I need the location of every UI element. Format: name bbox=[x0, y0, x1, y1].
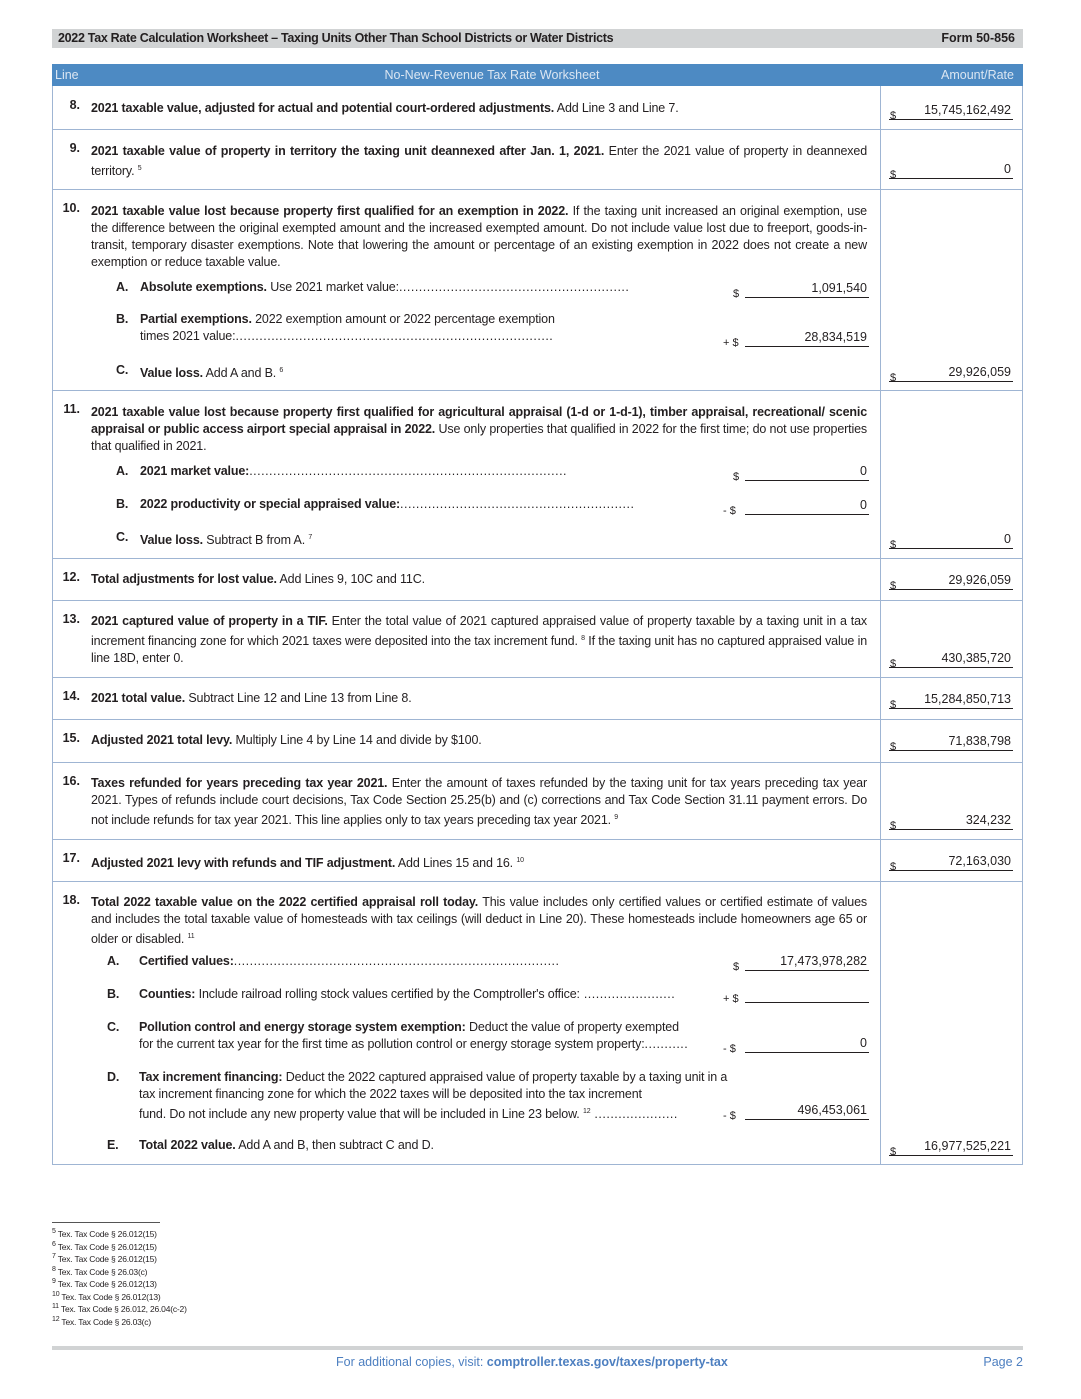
amount-field[interactable] bbox=[889, 103, 1013, 120]
line-heading: Total 2022 taxable value on the 2022 certified appraisal roll today. bbox=[91, 895, 479, 909]
sub-heading: 2022 productivity or special appraised value: bbox=[140, 497, 401, 511]
amount-value: 0 bbox=[860, 1036, 867, 1050]
line-heading: 2021 total value. bbox=[91, 691, 186, 705]
amount-value: 29,926,059 bbox=[948, 365, 1011, 379]
line-heading: 2021 taxable value of property in territory the taxing unit deannexed after Jan. 1, 2021. bbox=[91, 144, 605, 158]
sub-instructions: Subtract B from A. bbox=[202, 533, 306, 548]
footnote: $^9$ Tex. Tax Code § 26.012(13) bbox=[52, 1278, 157, 1289]
footnote: $^{11}$ Tex. Tax Code § 26.012, 26.04(c-2) bbox=[52, 1303, 187, 1314]
column-amount: Amount/Rate bbox=[941, 68, 1014, 82]
sub-instructions: Add A and B, then subtract C and D. bbox=[235, 1138, 434, 1152]
footer-link[interactable]: comptroller.texas.gov/taxes/property-tax bbox=[486, 1355, 728, 1369]
line-number: 18. bbox=[62, 893, 80, 907]
line-description bbox=[91, 775, 867, 829]
sub-heading: Tax increment financing: bbox=[139, 1070, 283, 1084]
dollar-sign: $ bbox=[890, 110, 897, 122]
footnote: $^6$ Tex. Tax Code § 26.012(15) bbox=[52, 1240, 157, 1252]
sub-letter: A. bbox=[107, 954, 120, 968]
worksheet-table bbox=[52, 86, 1023, 1165]
line-heading: 2021 taxable value, adjusted for actual and potential court-ordered adjustments. bbox=[91, 101, 555, 115]
line-17 bbox=[53, 839, 1022, 882]
sub-amount-field[interactable] bbox=[723, 330, 869, 349]
footnote: $^5$ Tex. Tax Code § 26.012(15) bbox=[52, 1228, 157, 1239]
footnote-ref: 8 bbox=[581, 635, 585, 642]
line-number: 14. bbox=[62, 689, 80, 703]
sub-text bbox=[140, 362, 730, 382]
sub-amount-field[interactable] bbox=[723, 1103, 869, 1122]
dollar-sign: $ bbox=[890, 820, 897, 832]
line-description bbox=[91, 571, 867, 588]
footnote: $^7$ Tex. Tax Code § 26.012(15) bbox=[52, 1253, 157, 1264]
amount-value: 29,926,059 bbox=[948, 573, 1011, 587]
leader-dots: ........................................................... bbox=[400, 497, 635, 511]
sub-letter: B. bbox=[107, 987, 120, 1001]
sub-instructions: Include railroad rolling stock values certified by the Comptroller's office: bbox=[195, 987, 580, 1001]
footer-copies bbox=[336, 1355, 728, 1369]
footnote-ref: 7 bbox=[308, 534, 313, 541]
line-10 bbox=[53, 189, 1022, 391]
footnote: $^{12}$ Tex. Tax Code § 26.03(c) bbox=[52, 1315, 151, 1327]
footnote: $^{10}$ Tex. Tax Code § 26.012(13) bbox=[52, 1290, 161, 1302]
line-number: 11. bbox=[63, 402, 80, 416]
sub-text bbox=[140, 279, 730, 296]
line-number: 8. bbox=[69, 98, 80, 112]
amount-value: 0 bbox=[1004, 162, 1011, 176]
sub-text bbox=[140, 463, 730, 480]
amount-value: 71,838,798 bbox=[948, 734, 1011, 748]
line-instructions: If the taxing unit increased an original exemption, use the difference between the original exempted amount and the increased exempted amount. Do not include value lost due to freeport, goods-in-transit, temporary disaster exemptions. Note that lowering the amount or percentage of an existing exemption in 2022 does not create a new exemption or reduce taxable value. bbox=[91, 204, 867, 269]
dollar-sign: $ bbox=[890, 741, 897, 753]
line-18e bbox=[107, 1137, 707, 1157]
amount-value: 16,977,525,221 bbox=[924, 1139, 1011, 1153]
column-title: No-New-Revenue Tax Rate Worksheet bbox=[384, 68, 600, 82]
line-instructions: Add Lines 9, 10C and 11C. bbox=[276, 572, 425, 586]
footer-prefix: For additional copies, visit: bbox=[336, 1355, 487, 1369]
line-instructions: This value includes only certified values or certified estimate of values and includes the total taxable value of homesteads with tax ceilings (will deduct in Line 20). These homesteads include homeowners age 65 or older or disabled. bbox=[91, 895, 867, 947]
line-9 bbox=[53, 129, 1022, 190]
sub-text bbox=[139, 986, 729, 1003]
line-number: 9. bbox=[69, 141, 80, 155]
sub-instructions: Add A and B. bbox=[202, 366, 277, 381]
line-heading: 2021 taxable value lost because property first qualified for an exemption in 2022. bbox=[91, 204, 569, 218]
line-description bbox=[91, 100, 867, 117]
sub-instructions: Deduct the 2022 captured appraised value of property taxable by a taxing unit in a tax increment financing zone for which the 2022 taxes will be deposited into the tax increment bbox=[139, 1070, 728, 1101]
line-12 bbox=[53, 558, 1022, 601]
amount-value: 72,163,030 bbox=[948, 854, 1011, 868]
amount-field[interactable] bbox=[889, 734, 1013, 751]
leader-dots: ..................... bbox=[590, 1107, 678, 1122]
line-instructions: Use only properties that qualified in 2022 for the first time; do not use properties that qualified in 2021. bbox=[91, 422, 867, 453]
line-description bbox=[91, 203, 867, 271]
amount-field[interactable] bbox=[889, 573, 1013, 590]
sub-heading: Value loss. bbox=[140, 533, 203, 548]
sub-heading: Certified values: bbox=[139, 954, 234, 968]
sub-letter: A. bbox=[116, 280, 129, 294]
line-description bbox=[91, 894, 867, 948]
line-heading: 2021 captured value of property in a TIF. bbox=[91, 614, 328, 628]
line-instructions: Enter the total value of 2021 captured appraised value of property taxable by a taxing unit in a tax increment financing zone for which 2021 taxes were deposited into the tax increment fund. bbox=[91, 614, 867, 649]
sign: - $ bbox=[723, 1043, 736, 1055]
amount-value: 0 bbox=[860, 464, 867, 478]
line-number: 13. bbox=[62, 612, 80, 626]
sub-letter: B. bbox=[116, 312, 129, 326]
line-heading: Adjusted 2021 levy with refunds and TIF adjustment. bbox=[91, 856, 396, 871]
footnote-ref: 11 bbox=[187, 933, 195, 940]
amount-field[interactable] bbox=[889, 532, 1013, 549]
line-14 bbox=[53, 677, 1022, 720]
amount-field[interactable] bbox=[889, 854, 1013, 871]
leader-dots: ....................... bbox=[579, 987, 676, 1001]
line-description bbox=[91, 852, 867, 872]
dollar-sign: $ bbox=[890, 372, 897, 384]
dollar-sign: $ bbox=[890, 861, 897, 873]
line-description bbox=[91, 690, 867, 707]
line-heading: Total adjustments for lost value. bbox=[91, 572, 277, 586]
form-number: Form 50-856 bbox=[941, 31, 1015, 45]
sub-amount-field[interactable] bbox=[733, 464, 869, 483]
sub-instructions-2: fund. Do not include any new property value that will be included in Line 23 below. bbox=[139, 1107, 580, 1122]
line-instructions-2: If the taxing unit has no captured appraised value in line 18D, enter 0. bbox=[91, 634, 867, 666]
sub-text bbox=[139, 1137, 729, 1154]
sub-instructions: 2022 exemption amount or 2022 percentage exemption bbox=[251, 312, 555, 326]
dollar-sign: $ bbox=[890, 539, 897, 551]
line-instructions: Multiply Line 4 by Line 14 and divide by $100. bbox=[232, 733, 482, 747]
footer-rule bbox=[52, 1346, 1023, 1350]
leader-dots: .................................................................................. bbox=[233, 954, 560, 968]
amount-value: 496,453,061 bbox=[797, 1103, 867, 1117]
line-11c bbox=[116, 529, 716, 549]
line-description bbox=[91, 613, 867, 667]
line-instructions: Add Lines 15 and 16. bbox=[395, 856, 514, 871]
page-number: Page 2 bbox=[983, 1355, 1023, 1369]
line-instructions: Subtract Line 12 and Line 13 from Line 8. bbox=[185, 691, 412, 705]
sub-amount-field[interactable] bbox=[733, 954, 869, 973]
table-header bbox=[52, 64, 1023, 86]
sub-text bbox=[139, 1069, 739, 1123]
sub-letter: C. bbox=[116, 363, 129, 377]
line-10c bbox=[116, 362, 716, 382]
footnote-ref: 6 bbox=[279, 367, 284, 374]
sub-letter: C. bbox=[107, 1020, 120, 1034]
sub-letter: E. bbox=[107, 1138, 119, 1152]
dollar-sign: $ bbox=[890, 658, 897, 670]
sub-text bbox=[140, 529, 730, 549]
sub-text bbox=[140, 311, 730, 345]
sub-text bbox=[140, 496, 730, 513]
sub-heading: Absolute exemptions. bbox=[140, 280, 267, 294]
line-18 bbox=[53, 881, 1022, 1164]
sub-instructions: Use 2021 market value: bbox=[266, 280, 399, 294]
column-line: Line bbox=[55, 68, 79, 82]
dollar-sign: $ bbox=[890, 169, 897, 181]
sub-amount-field[interactable] bbox=[723, 498, 869, 517]
dollar-sign: $ bbox=[890, 699, 897, 711]
line-number: 15. bbox=[62, 731, 80, 745]
footnote-ref: 9 bbox=[614, 814, 619, 821]
sub-letter: C. bbox=[116, 530, 129, 544]
amount-value: 15,284,850,713 bbox=[924, 692, 1011, 706]
sub-amount-field[interactable] bbox=[733, 281, 869, 300]
dollar-sign: $ bbox=[890, 1146, 897, 1158]
line-13 bbox=[53, 600, 1022, 678]
leader-dots: ........... bbox=[644, 1037, 689, 1051]
sub-amount-field[interactable] bbox=[723, 986, 869, 1005]
amount-value: 17,473,978,282 bbox=[780, 954, 867, 968]
footnote: $^8$ Tex. Tax Code § 26.03(c) bbox=[52, 1265, 148, 1277]
sub-heading: Counties: bbox=[139, 987, 196, 1001]
sign: $ bbox=[733, 961, 740, 973]
sign: - $ bbox=[723, 505, 736, 517]
line-instructions: Enter the 2021 value of property in deannexed territory. bbox=[91, 144, 867, 179]
sub-text bbox=[139, 953, 729, 970]
sign: + $ bbox=[723, 337, 739, 349]
amount-value: 0 bbox=[1004, 532, 1011, 546]
amount-value: 28,834,519 bbox=[804, 330, 867, 344]
sub-amount-field[interactable] bbox=[723, 1036, 869, 1055]
sub-heading: Pollution control and energy storage system exemption: bbox=[139, 1020, 466, 1034]
sub-heading: Total 2022 value. bbox=[139, 1138, 236, 1152]
line-15 bbox=[53, 719, 1022, 763]
amount-field[interactable] bbox=[889, 813, 1013, 830]
sub-letter: D. bbox=[107, 1070, 120, 1084]
line-heading: Taxes refunded for years preceding tax year 2021. bbox=[91, 776, 388, 790]
line-heading: 2021 taxable value lost because property first qualified for agricultural appraisal (1-d or 1-d-1), timber appraisal, recreational/ scenic appraisal or public access airport special appraisal in 2022. bbox=[91, 405, 867, 436]
line-description bbox=[91, 404, 867, 455]
amount-value: 15,745,162,492 bbox=[924, 103, 1011, 117]
leader-dots: .......................................................... bbox=[398, 280, 630, 294]
sub-instructions: Deduct the value of property exempted bbox=[465, 1020, 679, 1034]
footnote-ref: 5 bbox=[137, 165, 142, 172]
sign: - $ bbox=[723, 1110, 736, 1122]
footnote-rule bbox=[52, 1222, 160, 1223]
line-description bbox=[91, 143, 867, 180]
dollar-sign: $ bbox=[890, 580, 897, 592]
leader-dots: ................................................................................ bbox=[235, 329, 554, 343]
sign: $ bbox=[733, 288, 740, 300]
footnote-ref: 12 bbox=[582, 1108, 591, 1115]
amount-field[interactable] bbox=[889, 1139, 1013, 1156]
line-number: 10. bbox=[62, 201, 80, 215]
sub-instructions-2: times 2021 value: bbox=[140, 329, 236, 343]
line-number: 12. bbox=[62, 570, 80, 584]
amount-field[interactable] bbox=[889, 365, 1013, 382]
line-8 bbox=[53, 86, 1022, 130]
amount-field[interactable] bbox=[889, 692, 1013, 709]
sub-instructions-2: for the current tax year for the first time as pollution control or energy storage system property: bbox=[139, 1037, 645, 1051]
sub-heading: Value loss. bbox=[140, 366, 203, 381]
line-16 bbox=[53, 762, 1022, 840]
line-heading: Adjusted 2021 total levy. bbox=[91, 733, 233, 747]
page-header bbox=[52, 29, 1023, 48]
sign: + $ bbox=[723, 993, 739, 1005]
worksheet-title: 2022 Tax Rate Calculation Worksheet – Taxing Units Other Than School Districts or Water Districts bbox=[58, 31, 614, 45]
line-instructions: Add Line 3 and Line 7. bbox=[554, 101, 679, 115]
sign: $ bbox=[733, 471, 740, 483]
line-description bbox=[91, 732, 867, 749]
sub-heading: 2021 market value: bbox=[140, 464, 250, 478]
amount-value: 324,232 bbox=[965, 813, 1011, 827]
sub-heading: Partial exemptions. bbox=[140, 312, 252, 326]
sub-letter: A. bbox=[116, 464, 129, 478]
sub-text bbox=[139, 1019, 739, 1053]
amount-field[interactable] bbox=[889, 651, 1013, 668]
amount-value: 0 bbox=[860, 498, 867, 512]
amount-value: 430,385,720 bbox=[941, 651, 1011, 665]
sub-letter: B. bbox=[116, 497, 129, 511]
line-number: 16. bbox=[62, 774, 80, 788]
amount-field[interactable] bbox=[889, 162, 1013, 179]
amount-value: 1,091,540 bbox=[811, 281, 867, 295]
line-instructions: Enter the amount of taxes refunded by the taxing unit for tax years preceding tax year 2021. Types of refunds include court decisions, Tax Code Section 25.25(b) and (c) corrections and Tax Code Section 31.11 payment errors. Do not include refunds for tax year 2021. This line applies only to tax years preceding tax year 2021. bbox=[91, 776, 867, 828]
line-number: 17. bbox=[62, 851, 80, 865]
line-11 bbox=[53, 390, 1022, 559]
leader-dots: ................................................................................ bbox=[249, 464, 568, 478]
footnote-ref: 10 bbox=[516, 857, 524, 864]
